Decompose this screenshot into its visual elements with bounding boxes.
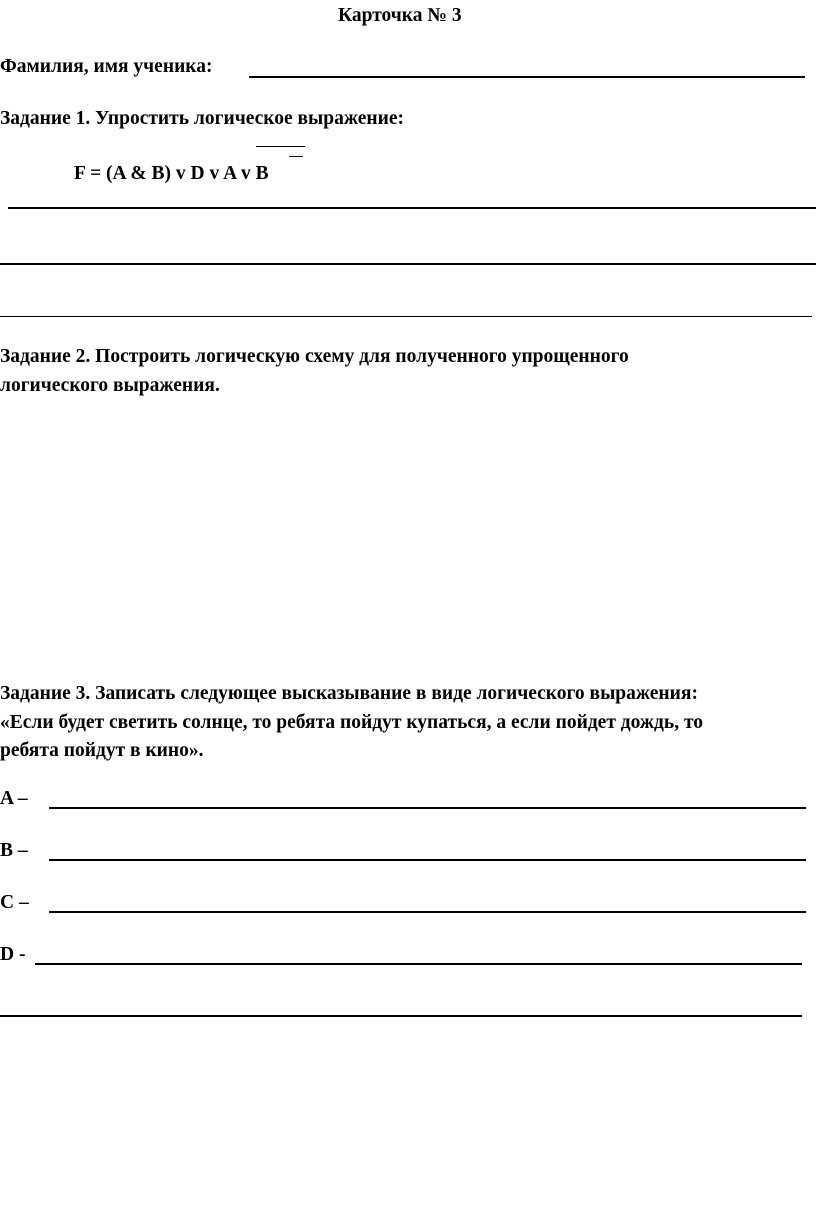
task3-extra-answer-line[interactable]	[0, 1015, 802, 1017]
task3-statement-line1: «Если будет светить солнце, то ребята пойдут купаться, а если пойдет дождь, то	[0, 712, 704, 733]
formula-var-a: A	[223, 163, 237, 184]
formula-prefix: F = (A & B) v	[74, 163, 191, 184]
student-name-field[interactable]	[249, 76, 805, 78]
formula-var-b: B	[255, 163, 269, 184]
formula-d-or: D v	[190, 163, 224, 184]
task1-heading: Задание 1. Упростить логическое выражение:	[0, 108, 405, 129]
var-d-field[interactable]	[35, 963, 802, 965]
negation-bar-b	[289, 156, 303, 157]
var-d-label: D -	[0, 944, 26, 965]
var-a-field[interactable]	[49, 807, 806, 809]
var-b-field[interactable]	[49, 859, 806, 861]
var-c-field[interactable]	[49, 911, 806, 913]
card-title: Карточка № 3	[338, 5, 462, 26]
task2-heading-line1: Задание 2. Построить логическую схему для полученного упрощенного	[0, 346, 629, 367]
student-name-label: Фамилия, имя ученика:	[0, 56, 213, 77]
negation-bar-a-v-b	[256, 146, 305, 147]
var-a-label: A –	[0, 788, 28, 809]
var-b-label: B –	[0, 840, 28, 861]
task2-heading-line2: логического выражения.	[0, 375, 220, 396]
formula-or: v	[236, 163, 256, 184]
task3-statement-line2: ребята пойдут в кино».	[0, 740, 204, 761]
task1-answer-line-1[interactable]	[8, 207, 816, 209]
task1-formula	[74, 163, 269, 185]
task1-answer-line-3[interactable]	[0, 316, 812, 317]
task1-answer-line-2[interactable]	[0, 263, 816, 265]
task3-heading: Задание 3. Записать следующее высказывание в виде логического выражения:	[0, 683, 698, 704]
var-c-label: C –	[0, 892, 29, 913]
